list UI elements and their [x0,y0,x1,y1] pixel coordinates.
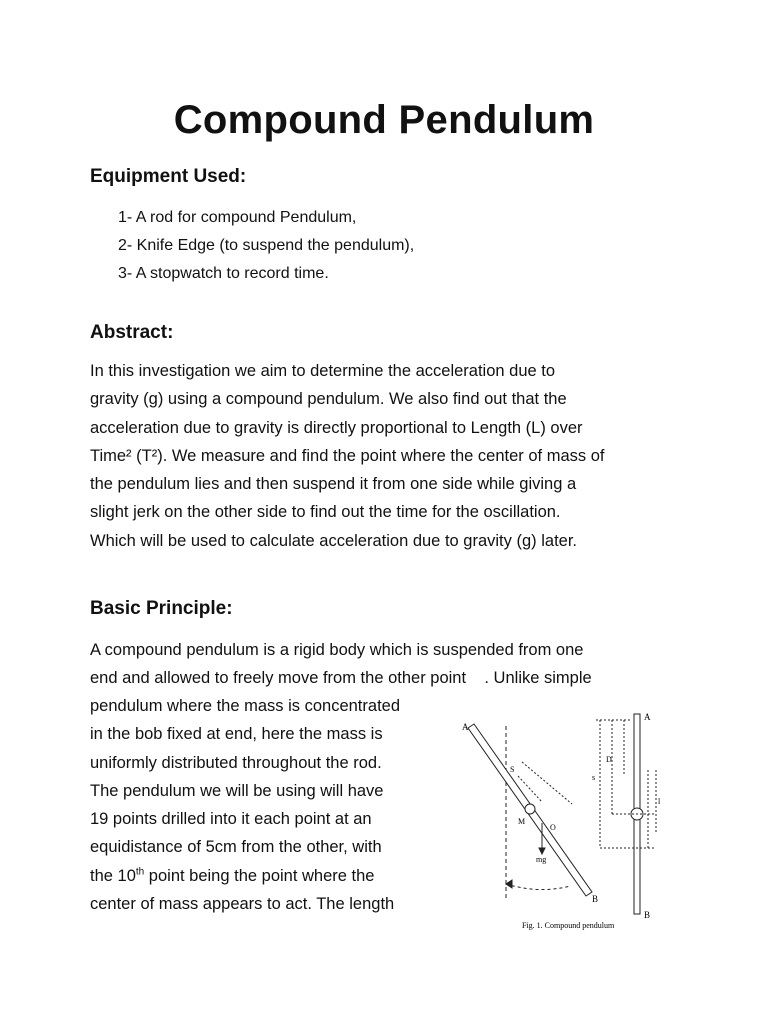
text-line: the pendulum lies and then suspend it from one side while giving a [90,475,577,494]
text-line: A compound pendulum is a rigid body which is suspended from one [90,641,584,659]
figure-caption: Fig. 1. Compound pendulum [522,921,615,930]
label-S: S [510,765,515,774]
principle-paragraph-wrapped [90,692,445,918]
list-item: 2- Knife Edge (to suspend the pendulum), [118,237,415,254]
abstract-paragraph [90,357,690,555]
label-s: s [592,773,596,782]
text-fragment: point being the point where the [144,866,375,885]
label-B-right: B [644,910,651,920]
page-title: Compound Pendulum [173,98,595,142]
text-line: Which will be used to calculate acceleration due to gravity (g) later. [90,531,577,550]
label-O: O [550,823,556,832]
label-B-left: B [592,894,599,904]
label-D: D [606,755,612,764]
text-fragment: the 10 [90,866,136,885]
text-line: In this investigation we aim to determine the acceleration due to [90,362,556,380]
label-A-right: A [644,712,651,722]
text-line: 19 points drilled into it each point at an [90,810,372,829]
label-mg: mg [536,855,547,864]
label-A-left: A [462,722,469,732]
text-line: uniformly distributed throughout the rod. [90,753,382,772]
text-line: center of mass appears to act. The length [90,895,395,914]
ordinal-suffix: th [135,866,145,878]
equipment-list [118,204,414,288]
text-line: Time² (T²). We measure and find the point where the center of mass of [90,446,605,465]
text-line: gravity (g) using a compound pendulum. We also find out that the [90,390,567,409]
principle-heading: Basic Principle: [90,598,233,619]
principle-paragraph-full [90,636,690,693]
label-M: M [518,817,526,826]
tilted-pendulum-diagram [468,724,592,901]
text-line: The pendulum we will be using will have [90,781,384,800]
text-line: slight jerk on the other side to find out the time for the oscillation. [90,503,561,522]
vertical-pendulum-diagram [596,714,656,914]
text-line: acceleration due to gravity is directly proportional to Length (L) over [90,418,583,437]
text-line: in the bob fixed at end, here the mass is [90,725,383,744]
label-l: l [658,797,661,806]
text-line: equidistance of 5cm from the other, with [90,838,382,857]
text-line: end and allowed to freely move from the other point . Unlike simple [90,669,592,688]
text-line [90,862,445,890]
list-item: 1- A rod for compound Pendulum, [118,209,357,226]
compound-pendulum-figure [460,706,680,938]
list-item: 3- A stopwatch to record time. [118,265,329,282]
equipment-heading: Equipment Used: [90,166,247,187]
abstract-heading: Abstract: [90,322,174,343]
text-line: pendulum where the mass is concentrated [90,697,401,715]
